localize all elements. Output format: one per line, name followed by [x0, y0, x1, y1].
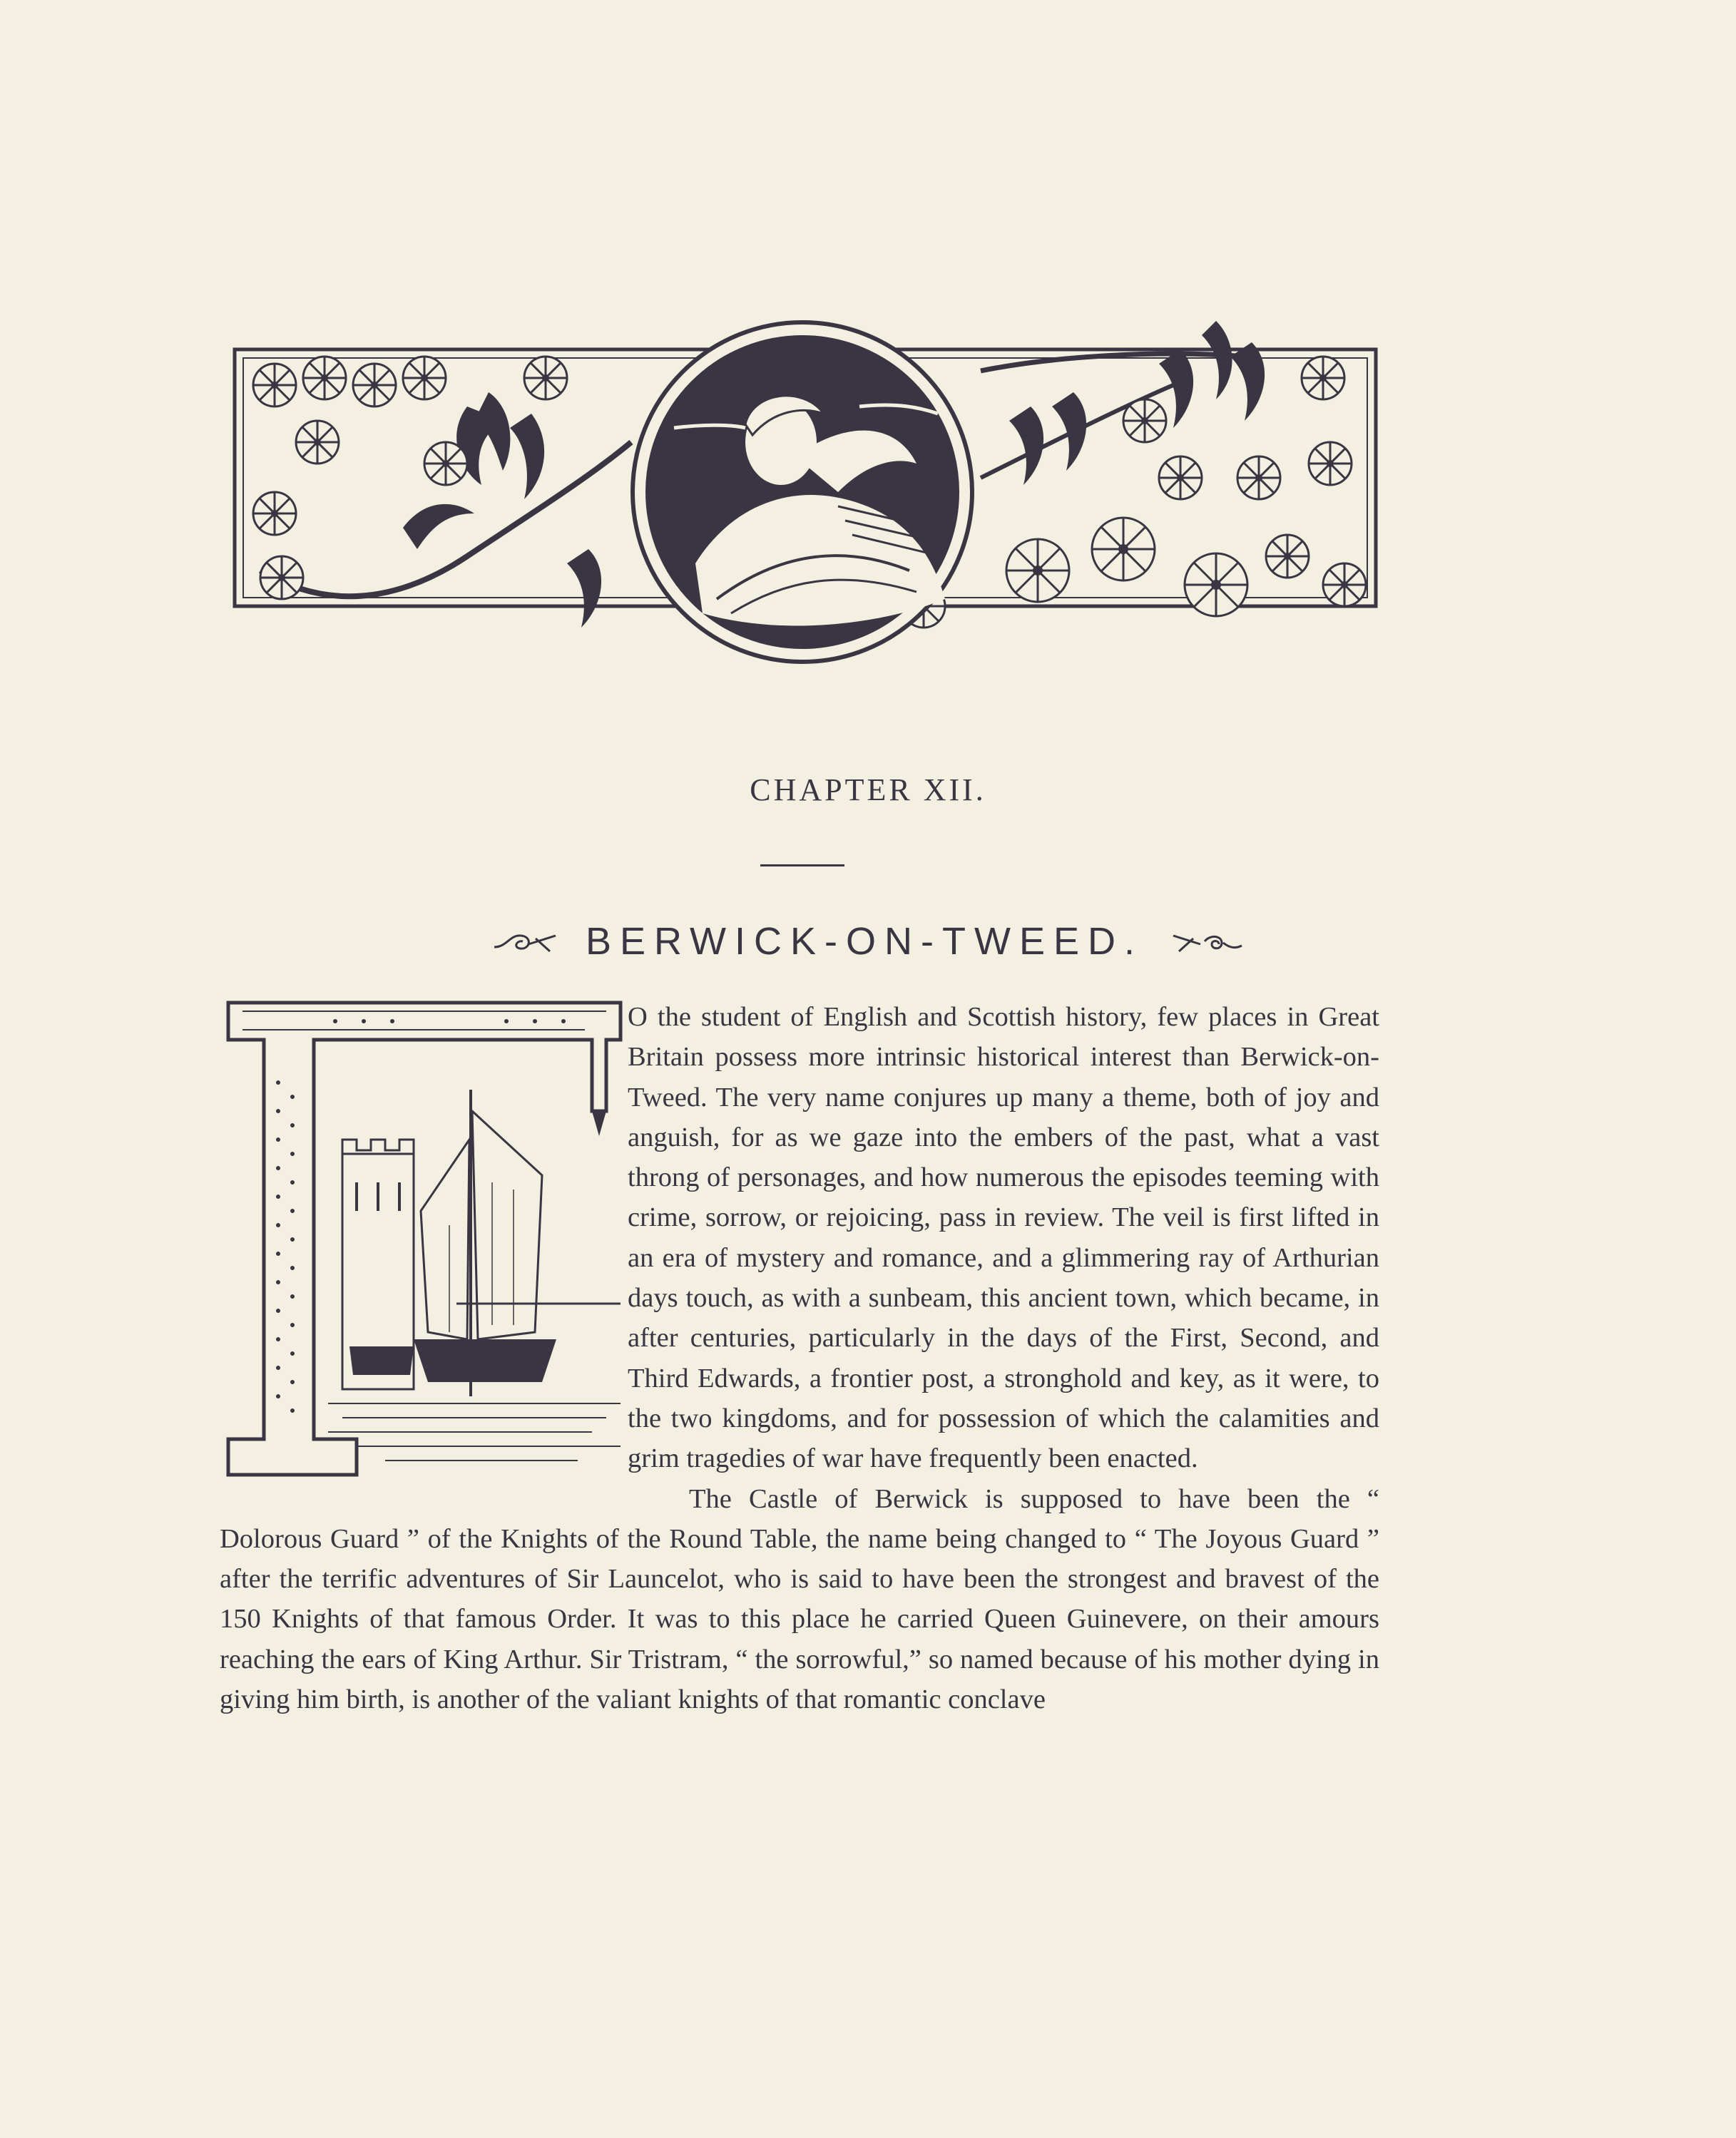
paragraph-2: The Castle of Berwick is supposed to have been the “ Dolorous Guard ” of the Knights of the Round Table, the name being changed to “ The Joyous Guard ” after the terrific adventures of Sir Launcelot, who is said to have been the strongest and bravest of the 150 Knights of that famous Order. It was to this place he carried Queen Guinevere, on their amours reaching the ears of King Arthur. Sir Tristram, “ the sorrowful,” so named because of his mother dying in giving him birth, is another of the valiant knights of that romantic conclave [220, 1483, 1379, 1715]
headpiece-illustration [232, 300, 1380, 685]
left-flourish-icon [493, 927, 557, 956]
chapter-label: CHAPTER XII. [750, 772, 986, 807]
right-flourish-icon [1172, 927, 1243, 956]
chapter-title: BERWICK-ON-TWEED. [586, 920, 1143, 963]
title-rule [760, 864, 844, 866]
paragraph-1: O the student of English and Scottish history, few places in Great Britain possess more intrinsic historical interest than Berwick-on-Tweed. The very name conjures up many a theme, both of joy and anguish, for as we gaze into the embers of the past, what a vast throng of personages, and how numerous the episodes teeming with crime, sorrow, or rejoicing, pass in review. The veil is first lifted in an era of mystery and romance, and a glimmering ray of Arthurian days touch, as with a sunbeam, this ancient town, which became, in after centuries, particularly in the days of the First, Second, and Third Edwards, a frontier post, a stronghold and key, as it were, to the two kingdoms, and for possession of which the calamities and grim tragedies of war have frequently been enacted. [628, 1002, 1379, 1474]
chapter-title-row [0, 916, 1736, 966]
dropcap-spacer [220, 997, 628, 1491]
body-text [220, 997, 1379, 1719]
